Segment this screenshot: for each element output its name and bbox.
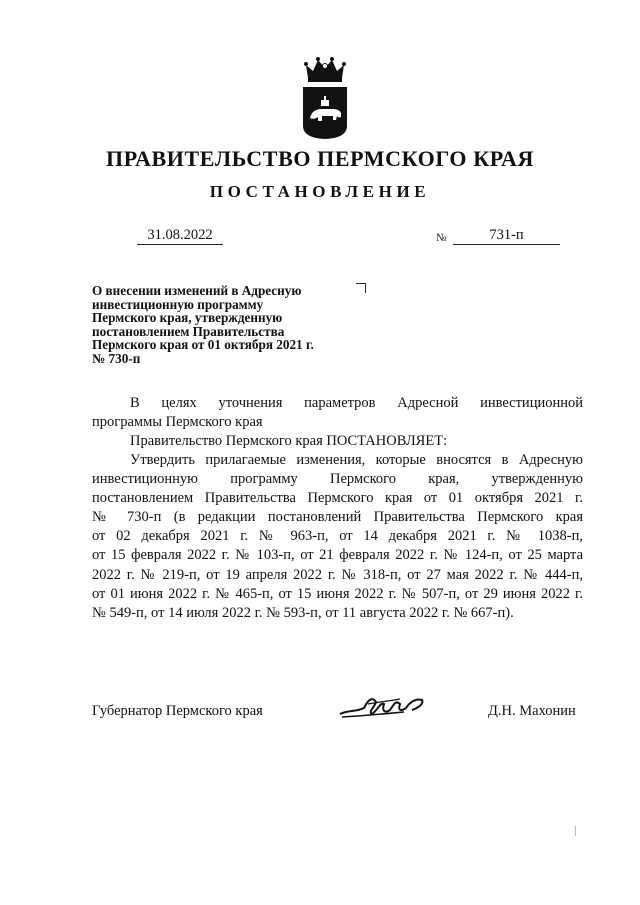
paragraph-line: от 01 июня 2022 г. № 465-п, от 15 июня 2022 г. № 507-п, от 29 июня 2022 г. [92,585,583,602]
paragraph-line: № 549-п, от 14 июля 2022 г. № 593-п, от 11 августа 2022 г. № 667-п). [92,604,514,621]
paragraph-line: от 15 февраля 2022 г. № 103-п, от 21 февраля 2022 г. № 124-п, от 25 марта [92,547,583,564]
document-number: 731-п [453,226,560,245]
signatory-name: Д.Н. Махонин [488,703,576,719]
subject-line: № 730-п [92,350,141,366]
subject-line: постановлением Правительства [92,323,285,339]
paragraph-line: инвестиционную программу Пермского края, утвержденную [92,471,583,488]
paragraph-line: Утвердить прилагаемые изменения, которые вносятся в Адресную [130,452,583,468]
paragraph-decree [92,432,583,451]
coat-of-arms-icon [300,56,350,140]
document-type: ПОСТАНОВЛЕНИЕ [209,182,431,201]
subject-corner-mark [356,283,366,293]
government-title: ПРАВИТЕЛЬСТВО ПЕРМСКОГО КРАЯ [106,146,534,171]
document-subject [92,284,362,366]
paragraph-line: программы Пермского края [92,414,263,431]
scan-artifact [575,826,576,836]
subject-line: О внесении изменений в Адресную [92,283,302,298]
signatory-title: Губернатор Пермского края [92,703,263,719]
paragraph-line: постановлением Правительства Пермского края от 01 октября 2021 г. [92,490,583,507]
subject-line: инвестиционную программу [92,296,264,312]
paragraph-resolution [92,451,583,623]
paragraph-line: 2022 г. № 219-п, от 19 апреля 2022 г. № 318-п, от 27 мая 2022 г. № 444-п, [92,566,583,583]
paragraph-line: Правительство Пермского края ПОСТАНОВЛЯЕТ: [130,433,448,449]
paragraph-line: от 02 декабря 2021 г. № 963-п, от 14 декабря 2021 г. № 1038-п, [92,528,583,545]
handwritten-signature [338,690,430,722]
document-date: 31.08.2022 [137,226,223,245]
paragraph-line: В целях уточнения параметров Адресной инвестиционной [130,395,583,411]
paragraph-line: № 730-п (в редакции постановлений Правительства Пермского края [92,509,583,526]
subject-line: Пермского края, утвержденную [92,310,283,326]
number-label: № [436,232,447,244]
paragraph-purpose [92,394,583,432]
subject-line: Пермского края от 01 октября 2021 г. [92,337,314,353]
